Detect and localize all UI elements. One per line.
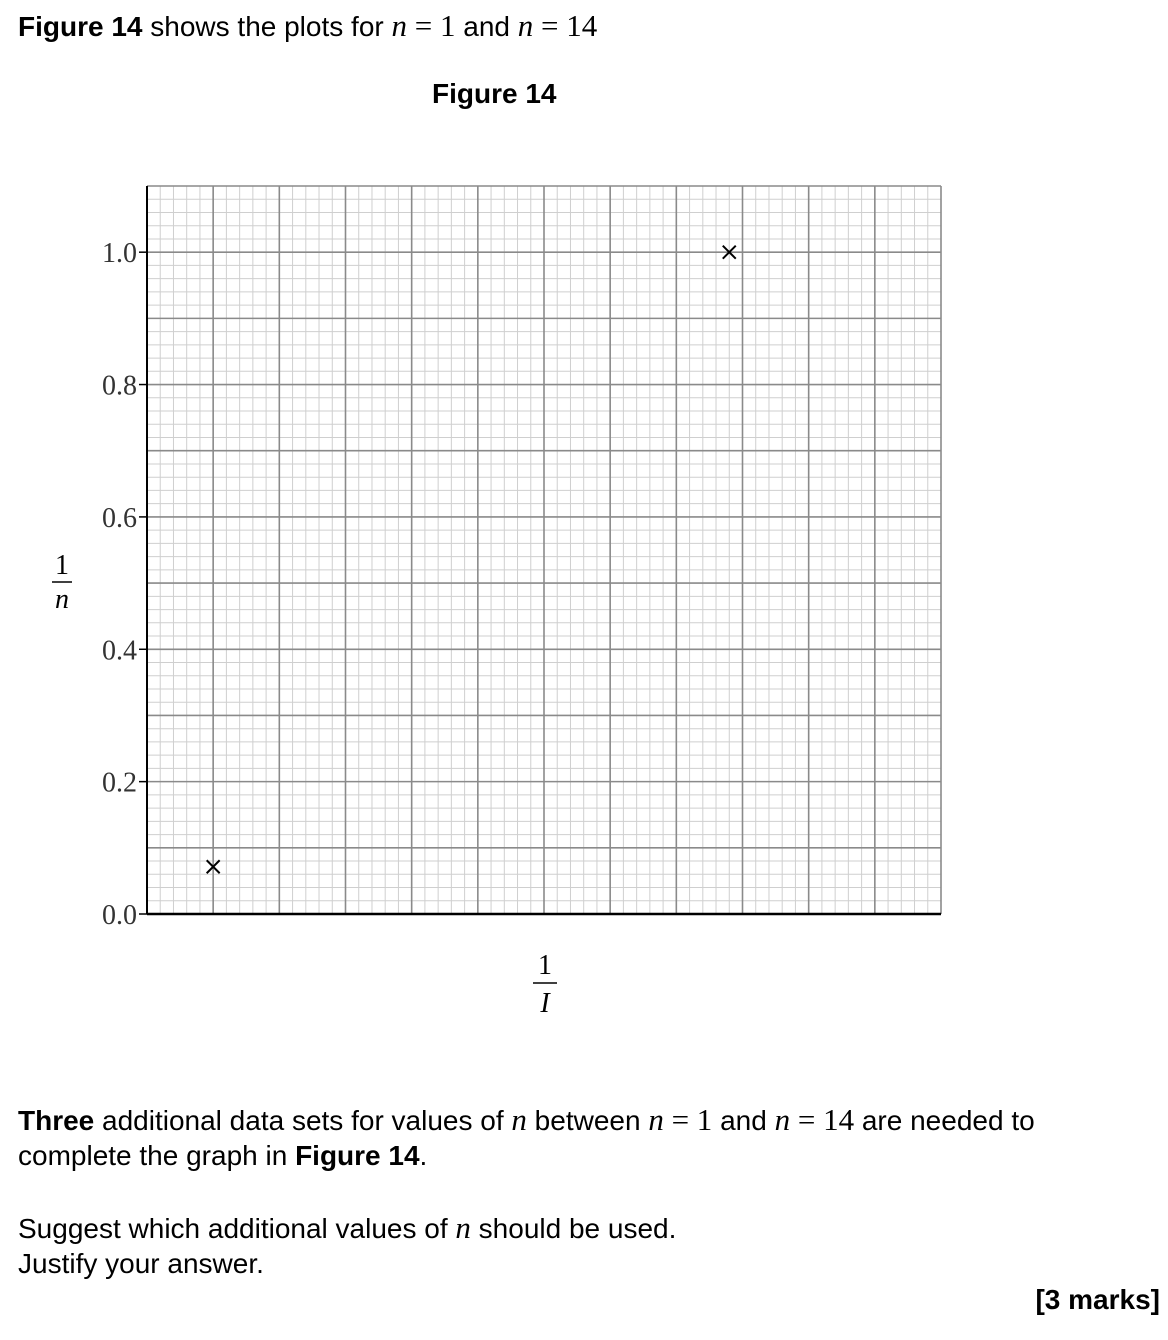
y-ticks (102, 238, 147, 931)
question-line-4: Justify your answer. (18, 1248, 264, 1279)
y-tick-label: 0.8 (102, 370, 137, 402)
figure-title: Figure 14 (432, 78, 557, 109)
data-points (207, 246, 736, 874)
y-tick-label: 0.6 (102, 502, 137, 534)
x-axis-label (533, 950, 557, 1019)
y-axis-label (52, 550, 72, 615)
marks-label: [3 marks] (1035, 1284, 1160, 1315)
question-line-1: Three additional data sets for values of n between n = 1 and n = 14 are needed to (18, 1102, 1035, 1137)
figure-ref: Figure 14 (18, 11, 143, 42)
y-label-denominator: n (55, 584, 69, 615)
y-tick-label: 1.0 (102, 238, 137, 270)
y-tick-label: 0.2 (102, 767, 137, 799)
x-label-denominator: I (540, 988, 550, 1019)
y-tick-label: 0.4 (102, 635, 137, 667)
question-line-2: complete the graph in Figure 14. (18, 1140, 428, 1171)
question-line-3: Suggest which additional values of n should be used. (18, 1210, 677, 1245)
intro-text: Figure 14 shows the plots for n = 1 and n = 14 (18, 8, 598, 43)
y-tick-label: 0.0 (102, 900, 137, 931)
y-label-numerator: 1 (55, 550, 69, 581)
x-label-numerator: 1 (538, 950, 552, 981)
